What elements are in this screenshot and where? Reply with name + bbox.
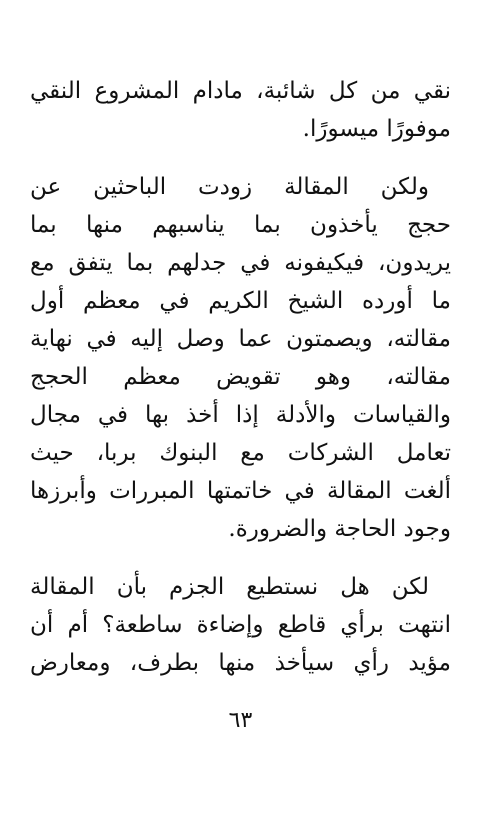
- paragraph-1: [30, 72, 451, 148]
- text-line: مقالته، ويصمتون عما وصل إليه في نهاية: [30, 326, 451, 352]
- text-line: نقي من كل شائبة، مادام المشروع النقي: [30, 78, 451, 104]
- page-number: ٦٣: [228, 708, 253, 733]
- text-line: مؤيد رأي سيأخذ منها بطرف، ومعارض: [30, 650, 451, 676]
- text-line: ما أورده الشيخ الكريم في معظم أول: [30, 288, 451, 314]
- text-line: تعامل الشركات مع البنوك بربا، حيث: [30, 440, 451, 466]
- text-line: لكن هل نستطيع الجزم بأن المقالة: [30, 574, 429, 600]
- text-line: موفورًا ميسورًا.: [302, 116, 451, 142]
- paragraph-spacer: [30, 548, 451, 568]
- paragraph-2: [30, 168, 451, 548]
- text-line: مقالته، وهو تقويض معظم الحجج: [30, 364, 451, 390]
- paragraph-3: [30, 568, 451, 682]
- text-line: ألغت المقالة في خاتمتها المبررات وأبرزها: [30, 478, 451, 504]
- text-line: انتهت برأي قاطع وإضاءة ساطعة؟ أم أن: [30, 612, 451, 638]
- text-line: والقياسات والأدلة إذا أخذ بها في مجال: [30, 402, 451, 428]
- text-line: يريدون، فيكيفونه في جدلهم بما يتفق مع: [30, 250, 451, 276]
- text-line: وجود الحاجة والضرورة.: [228, 516, 451, 542]
- text-line: حجج يأخذون بما يناسبهم منها بما: [30, 212, 451, 238]
- text-line: ولكن المقالة زودت الباحثين عن: [30, 174, 429, 200]
- paragraph-spacer: [30, 148, 451, 168]
- body-text: [30, 72, 451, 682]
